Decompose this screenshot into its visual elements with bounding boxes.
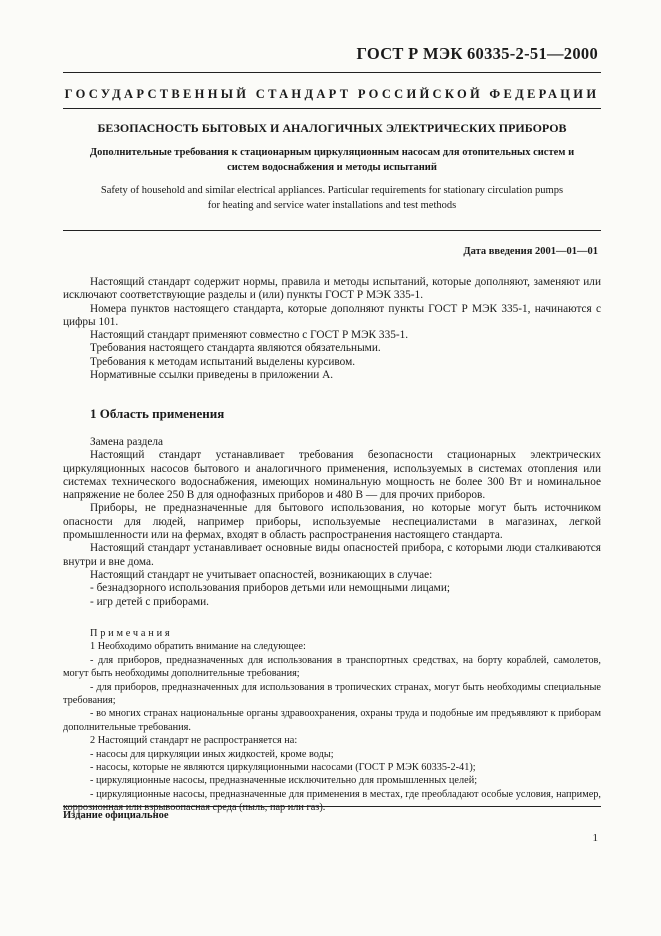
note-item: - насосы, которые не являются циркуляционными насосами (ГОСТ Р МЭК 60335-2-41);: [90, 762, 476, 774]
section-paragraph: Настоящий стандарт не учитывает опасностей, возникающих в случае:: [90, 568, 433, 581]
intro-paragraph: Номера пунктов настоящего стандарта, которые дополняют пункты ГОСТ Р МЭК 335-1, начинаются с цифры 101.: [63, 302, 601, 328]
note-item: - для приборов, предназначенных для использования в тропических странах, могут быть необходимы специальные требования;: [63, 681, 601, 707]
intro-paragraph: Нормативные ссылки приведены в приложении А.: [90, 369, 334, 382]
main-title: БЕЗОПАСНОСТЬ БЫТОВЫХ И АНАЛОГИЧНЫХ ЭЛЕКТРИЧЕСКИХ ПРИБОРОВ: [97, 121, 567, 135]
section-paragraph: Приборы, не предназначенные для бытового использования, но которые могут быть источником опасности для людей, например приборы, используемые неспециалистами в магазинах, легкой промышленности или на фермах, входят в область распространения настоящего стандарта.: [63, 502, 601, 542]
note-item: - насосы для циркуляции иных жидкостей, кроме воды;: [90, 748, 334, 760]
subtitle-line-2: систем водоснабжения и методы испытаний: [227, 162, 437, 173]
intro-paragraph: Настоящий стандарт применяют совместно с ГОСТ Р МЭК 335-1.: [90, 329, 409, 342]
title-rule: [63, 108, 601, 109]
state-standard-title: ГОСУДАРСТВЕННЫЙ СТАНДАРТ РОССИЙСКОЙ ФЕДЕРАЦИИ: [64, 87, 600, 101]
subtitle-line-1: Дополнительные требования к стационарным циркуляционным насосам для отопительных систем и: [89, 147, 575, 158]
english-title-line-1: Safety of household and similar electrical appliances. Particular requirements for stationary circulation pumps: [100, 185, 564, 196]
section1-text: [63, 436, 601, 609]
date-rule: [63, 230, 601, 231]
official-edition-label: Издание официальное: [63, 810, 169, 821]
notes-heading: Примечания: [90, 628, 173, 639]
standard-code: ГОСТ Р МЭК 60335-2-51—2000: [356, 44, 598, 63]
section-paragraph: Настоящий стандарт устанавливает основные виды опасностей прибора, с которыми люди сталкиваются внутри и вне дома.: [63, 542, 601, 568]
note-item: - для приборов, предназначенных для использования в транспортных средствах, на борту кораблей, самолетов, могут быть необходимы дополнительные требования;: [63, 654, 601, 680]
note-item: 1 Необходимо обратить внимание на следующее:: [90, 641, 306, 653]
section-list-item: - безнадзорного использования приборов детьми или немощными лицами;: [90, 582, 451, 595]
note-item: - во многих странах национальные органы здравоохранения, охраны труда и подобные им предъявляют к приборам дополнительные требования.: [63, 708, 601, 733]
footer-rule: [63, 806, 601, 807]
section-paragraph: Настоящий стандарт устанавливает требования безопасности стационарных электрических циркуляционных насосов бытового и аналогичного применения, используемых в системах отопления или системах технического водоснабжения, имеющих номинальную мощность не более 300 Вт и номинальное напряжение не более 250 В для однофазных приборов и 480 В — для прочих приборов.: [63, 449, 601, 502]
section-paragraph: Замена раздела: [90, 436, 164, 448]
note-item: 2 Настоящий стандарт не распространяется на:: [90, 735, 298, 747]
english-title-line-2: for heating and service water installations and test methods: [207, 200, 457, 211]
subtitle: [63, 145, 601, 175]
note-item: - циркуляционные насосы, предназначенные для применения в местах, где преобладают особые условия, например, коррозионная или взрывоопасная среда (пыль, пар или газ).: [63, 788, 601, 814]
introduction-date: Дата введения 2001—01—01: [463, 246, 598, 257]
english-title: [63, 183, 601, 213]
intro-paragraph: Требования к методам испытаний выделены курсивом.: [90, 355, 356, 368]
intro-paragraph: Настоящий стандарт содержит нормы, правила и методы испытаний, которые дополняют, заменяют или исключают соответствующие разделы и (или) пункты ГОСТ Р МЭК 335-1.: [63, 276, 601, 302]
top-rule: [63, 72, 601, 73]
notes-block: [63, 627, 601, 815]
intro-text: [63, 276, 601, 382]
section-heading: 1 Область применения: [90, 406, 225, 421]
page-number: 1: [592, 832, 598, 844]
intro-paragraph: Требования настоящего стандарта являются обязательными.: [90, 342, 381, 355]
note-item: - циркуляционные насосы, предназначенные исключительно для промышленных целей;: [90, 775, 478, 787]
section-list-item: - игр детей с приборами.: [90, 595, 209, 608]
